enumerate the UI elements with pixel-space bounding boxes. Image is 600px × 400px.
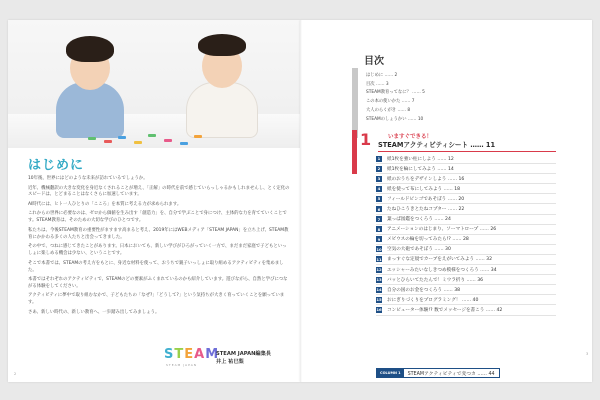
- intro-paragraph: 私たちは、今後STEAM教育の重要性がますます高まると考え、2019年にはWEBメディア「STEAM JAPAN」を立ち上げ、STEAM教育にかかわる多くの人たちと出会ってきました。: [28, 227, 289, 240]
- activity-number: 5: [377, 196, 381, 202]
- column-text: STEAMアクティビティで変つカ …… 44: [407, 371, 495, 377]
- activity-item[interactable]: [376, 245, 556, 255]
- activity-number: 14: [376, 287, 382, 293]
- child-left: [50, 28, 130, 138]
- activity-number: 13: [376, 277, 382, 283]
- activity-item[interactable]: [376, 184, 556, 194]
- activity-number: 9: [377, 236, 381, 242]
- chapter-title[interactable]: STEAMアクティビティシート …… 11: [378, 141, 496, 149]
- activity-item[interactable]: [376, 285, 556, 295]
- activity-label: アニメーションのはじまり、ソーマトロープ …… 26: [387, 227, 497, 233]
- intro-paragraph: アクティビティに夢中で取り組むなかで、子どもたちの「なぜ?」「どうして?」という気持ちが大きく育っていくことを願っています。: [28, 293, 285, 306]
- intro-paragraph: AI時代には、ヒト一人ひとりの「こころ」を本質に考える力が求められます。: [28, 201, 182, 207]
- intro-paragraph: 本書ではそれぞれのアクティビティで、STEAMのどの要素がふくまれているのかも紹介しています。遊びながら、自然と学びにつながる体験をしてください。: [28, 277, 288, 289]
- signature-name: 井上 祐巳梨: [216, 359, 244, 365]
- right-page: [300, 20, 592, 382]
- toy-block: [118, 136, 126, 139]
- toc-item[interactable]: 大人のらくがき …… 8: [366, 107, 411, 113]
- activity-number: 2: [377, 166, 381, 172]
- toc-item[interactable]: はじめに …… 2: [366, 73, 398, 78]
- activity-item[interactable]: [376, 164, 556, 174]
- intro-paragraph: 近年、機械翻訳の大きな変化を身近なくされることが増え、「正解」の時代を前で感じていらっしゃるかもしれませんし、とく定化のスピードは、とどまることはなくさらに加速しています。: [28, 185, 290, 198]
- activity-number: 15: [376, 297, 382, 303]
- intro-paragraph: その中で、つねに感じてきたことがあります。日本においても、新しい学びがひろがっていく一方で、まだまだ家庭で子どもといっしょに楽しめる機会は少ない、ということです。: [28, 244, 287, 257]
- activity-label: バッとひらいてたたんで！ミウラ折り …… 36: [387, 277, 484, 283]
- activity-item[interactable]: [376, 255, 556, 265]
- activity-item[interactable]: [376, 174, 556, 184]
- chapter-subtitle: いますぐできる！: [388, 134, 433, 140]
- toc-accent-bar: [352, 68, 358, 138]
- activity-label: コンピューター体験!? 数でメッセージを書こう …… 42: [387, 307, 503, 313]
- activity-list: [376, 154, 556, 316]
- chapter-accent-bar: [352, 130, 357, 174]
- toc-item[interactable]: 目次 …… 3: [366, 81, 389, 87]
- activity-number: 7: [377, 216, 381, 222]
- activity-label: たねひこうきとたねコプター …… 22: [387, 207, 465, 213]
- toy-block: [88, 137, 96, 140]
- toc-title: 目次: [364, 56, 384, 67]
- intro-paragraph: さあ、新しい時代の、新しい教育へ、一歩踏み出してみましょう。: [28, 309, 160, 315]
- activity-label: おにぎりづくりをプログラミング！ …… 40: [387, 297, 479, 303]
- activity-label: 葉っぱ図鑑をつくろう …… 24: [387, 217, 451, 223]
- chapter-divider: [378, 151, 556, 152]
- book-gutter: [300, 20, 302, 382]
- intro-paragraph: これからの世界に必要なのは、ゼロから価値を生み出す「創造力」を、自分で学ぶことで身につけ、主体的な力を育てていくことです。STEAM教育は、そのための大切な学びのひとつです。: [28, 211, 287, 224]
- toy-block: [164, 139, 172, 142]
- toy-block: [104, 140, 112, 143]
- activity-label: エッシャーみたいなしきつめ模様をつくろう …… 34: [387, 267, 497, 273]
- child-right: [180, 26, 264, 138]
- toc-item[interactable]: この本の使いかた …… 7: [366, 99, 415, 105]
- toc-list: [366, 72, 425, 124]
- activity-label: メビウスの輪を切ってみたら!? …… 28: [387, 237, 469, 243]
- activity-item[interactable]: [376, 215, 556, 225]
- toc-item[interactable]: STEAMのしょうかい …… 10: [366, 116, 424, 122]
- left-page: [8, 20, 300, 382]
- steam-logo: STEAM: [164, 347, 220, 362]
- activity-item[interactable]: [376, 305, 556, 315]
- intro-paragraph: 10年後、世界にはどのような未来が訪れているでしょうか。: [28, 176, 148, 181]
- activity-number: 10: [376, 246, 382, 252]
- toy-block: [194, 135, 202, 138]
- activity-item[interactable]: [376, 295, 556, 305]
- activity-number: 16: [376, 307, 382, 313]
- page-number-right: 3: [586, 352, 589, 356]
- activity-label: 空気の大砲であそぼう …… 30: [387, 247, 451, 253]
- activity-label: フィールドピンゴであそぼう …… 20: [387, 196, 465, 202]
- activity-item[interactable]: [376, 235, 556, 245]
- activity-item[interactable]: [376, 154, 556, 164]
- toy-block: [180, 142, 188, 145]
- page-number-left: 2: [14, 372, 17, 376]
- activity-label: 紙1枚を強い柱にしよう …… 12: [387, 156, 454, 162]
- activity-item[interactable]: [376, 265, 556, 275]
- steam-logo-sub: STEAM JAPAN: [166, 363, 198, 367]
- activity-label: 紙を使って布にしてみよう …… 18: [387, 186, 461, 192]
- toc-item[interactable]: STEAM教育ってなに？ …… 5: [366, 90, 425, 96]
- activity-label: 紙のおうちをデザインしよう …… 16: [387, 176, 465, 182]
- activity-label: まっすぐな定規でカーブをえがいてみよう …… 32: [387, 257, 493, 263]
- chapter-number: 1: [360, 130, 372, 149]
- activity-number: 4: [377, 186, 381, 192]
- column-entry[interactable]: [376, 368, 500, 378]
- activity-number: 11: [376, 256, 382, 262]
- activity-number: 1: [377, 156, 381, 162]
- activity-item[interactable]: [376, 204, 556, 214]
- activity-item[interactable]: [376, 194, 556, 204]
- activity-number: 6: [377, 206, 381, 212]
- activity-item[interactable]: [376, 225, 556, 235]
- column-tag: COLUMN 1: [377, 369, 404, 377]
- intro-body: [28, 176, 290, 319]
- intro-heading: はじめに: [28, 158, 85, 173]
- activity-label: 自分の国のお金をつくろう …… 38: [387, 287, 461, 293]
- intro-paragraph: そこで本書では、STEAMの考え方をもとに、身近な材料を使って、おうちで親子いっしょに取り組めるアクティビティを集めました。: [28, 260, 284, 273]
- activity-number: 8: [377, 226, 381, 232]
- activity-item[interactable]: [376, 275, 556, 285]
- toy-block: [134, 141, 142, 144]
- activity-label: 紙1枚を輪にしてみよう …… 14: [387, 166, 454, 172]
- activity-number: 12: [376, 267, 382, 273]
- toy-block: [148, 134, 156, 137]
- signature-org: STEAM JAPAN編集長: [216, 351, 271, 357]
- children-photo: [8, 20, 300, 148]
- activity-number: 3: [377, 176, 381, 182]
